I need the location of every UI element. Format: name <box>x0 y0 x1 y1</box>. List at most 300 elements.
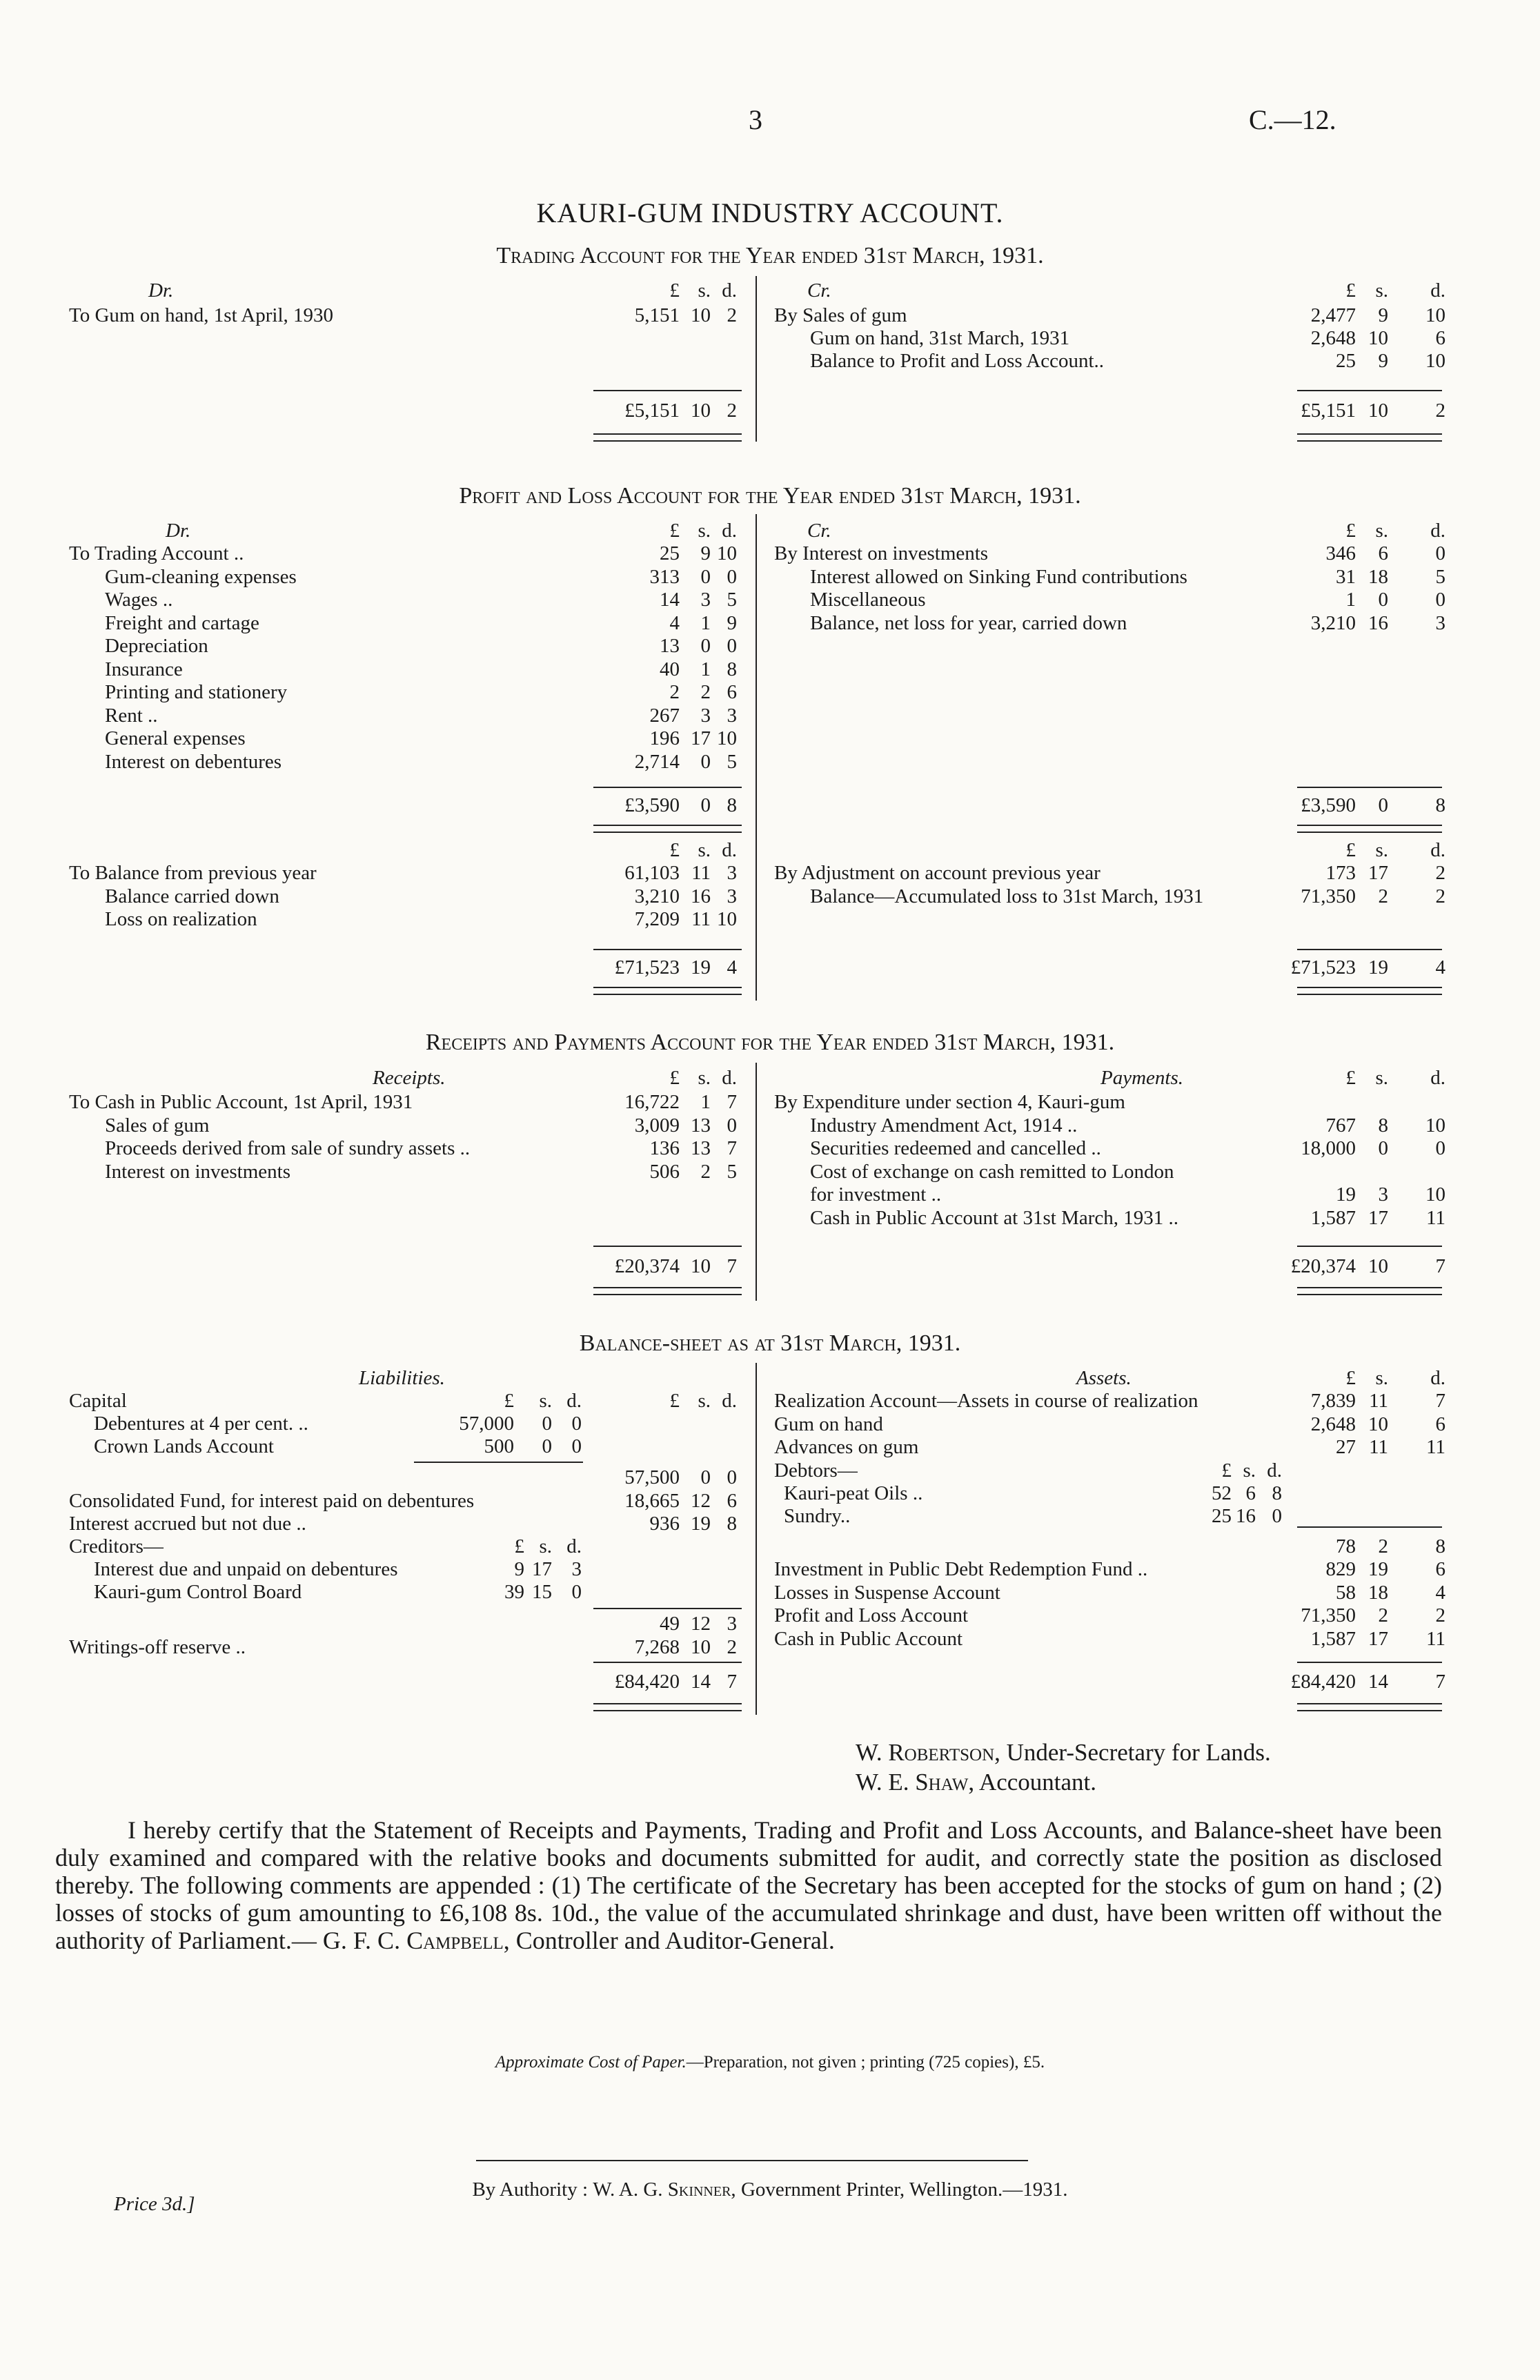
amount-pounds: £20,374 <box>1290 1255 1356 1277</box>
amount-pounds: 1,587 <box>1310 1627 1356 1650</box>
auditor-role: Controller and Auditor-General. <box>515 1927 835 1954</box>
amount-pounds: £71,523 <box>614 956 680 978</box>
amount-pence: 7 <box>1435 1390 1445 1412</box>
amount-pence: 3 <box>1435 611 1445 634</box>
row-label: Consolidated Fund, for interest paid on debentures <box>69 1490 475 1512</box>
row-label: Insurance <box>105 658 183 680</box>
amount-pence: 6 <box>1435 1558 1445 1580</box>
amount-pence: 10 <box>717 542 737 564</box>
amount-shillings: 16 <box>1368 611 1388 634</box>
ledger-row <box>0 680 1540 704</box>
row-label: Securities redeemed and cancelled .. <box>810 1137 1101 1159</box>
ledger-row <box>0 907 1540 931</box>
signature-shaw <box>856 1769 1096 1796</box>
row-label: Balance carried down <box>105 885 279 907</box>
amount-shillings: 17 <box>1368 1627 1388 1650</box>
col-head-pence: d. <box>1430 520 1445 542</box>
amount-pence: 3 <box>571 1558 582 1580</box>
amount-pounds: £20,374 <box>614 1255 680 1277</box>
printer-prefix: By Authority : <box>472 2179 589 2201</box>
double-rule <box>1297 825 1442 833</box>
ledger-row <box>0 542 1540 565</box>
amount-pence: 2 <box>727 304 737 326</box>
amount-pounds: 173 <box>1325 862 1356 884</box>
capital-label: Capital <box>69 1390 127 1412</box>
amount-shillings: 2 <box>700 681 711 703</box>
row-label: Kauri-gum Control Board <box>94 1581 302 1603</box>
double-rule <box>593 433 742 442</box>
amount-shillings: 0 <box>542 1435 552 1457</box>
row-label: Investment in Public Debt Redemption Fund .. <box>774 1558 1148 1580</box>
col-head-pence: d. <box>1430 1367 1445 1389</box>
amount-pence: 3 <box>727 1613 737 1635</box>
amount-pence: 10 <box>717 727 737 749</box>
liabilities-label: Liabilities. <box>359 1367 445 1389</box>
amount-shillings: 0 <box>1378 794 1388 816</box>
row-label: Balance to Profit and Loss Account.. <box>810 350 1105 372</box>
amount-shillings: 10 <box>1368 1413 1388 1435</box>
amount-shillings: 19 <box>1368 1558 1388 1580</box>
amount-pounds: £3,590 <box>624 794 680 816</box>
ledger-row <box>0 1581 1540 1604</box>
ledger-row <box>0 885 1540 908</box>
amount-pence: 7 <box>727 1137 737 1159</box>
col-head-shillings: s. <box>539 1390 552 1412</box>
amount-shillings: 2 <box>700 1160 711 1183</box>
total-rule <box>593 949 742 950</box>
ledger-row <box>0 1504 1540 1528</box>
amount-pounds: 58 <box>1336 1581 1356 1604</box>
double-rule <box>1297 1287 1442 1295</box>
price: Price 3d.] <box>114 2193 195 2215</box>
amount-pounds: 13 <box>660 635 680 657</box>
ledger-row <box>0 704 1540 727</box>
amount-pence: 0 <box>727 635 737 657</box>
col-head-shillings: s. <box>1243 1459 1256 1482</box>
amount-pence: 9 <box>727 611 737 634</box>
amount-pounds: 18,665 <box>624 1490 680 1512</box>
col-head-shillings: s. <box>1375 1067 1388 1089</box>
amount-pounds: 196 <box>649 727 680 749</box>
amount-shillings: 0 <box>1378 1137 1388 1159</box>
amount-shillings: 9 <box>1378 304 1388 326</box>
col-head-shillings: s. <box>698 520 711 542</box>
col-head-pounds: £ <box>1345 279 1356 302</box>
amount-pounds: 25 <box>660 542 680 564</box>
amount-pounds: 7,839 <box>1310 1390 1356 1412</box>
column-divider <box>756 1363 757 1715</box>
amount-pounds: £5,151 <box>1301 400 1356 422</box>
audit-certificate <box>55 1816 1442 1954</box>
amount-shillings: 9 <box>1378 350 1388 372</box>
amount-pounds: 4 <box>669 611 680 634</box>
amount-pence: 11 <box>1426 1436 1445 1458</box>
ledger-row <box>0 326 1540 350</box>
row-label: By Interest on investments <box>774 542 989 564</box>
amount-pounds: 57,000 <box>459 1413 514 1435</box>
total-rule <box>1297 390 1442 391</box>
amount-pence: 11 <box>1426 1627 1445 1650</box>
signature-role: Accountant. <box>978 1769 1097 1796</box>
row-label: Writings-off reserve .. <box>69 1636 246 1658</box>
amount-shillings: 0 <box>700 635 711 657</box>
amount-pence: 8 <box>727 1513 737 1535</box>
dr-label: Dr. <box>148 279 174 302</box>
signature-name: W. E. Shaw, <box>856 1769 975 1796</box>
ledger-row <box>0 1114 1540 1137</box>
double-rule <box>593 825 742 833</box>
row-label: Printing and stationery <box>105 681 288 703</box>
row-label: By Expenditure under section 4, Kauri-gum <box>774 1091 1125 1113</box>
ledger-row <box>0 1183 1540 1206</box>
row-label: Cash in Public Account at 31st March, 1931 .. <box>810 1206 1179 1229</box>
amount-pounds: 16,722 <box>624 1091 680 1113</box>
ledger-row <box>0 1482 1540 1505</box>
amount-pounds: 2,477 <box>1310 304 1356 326</box>
amount-pence: 3 <box>727 704 737 727</box>
amount-pence: 2 <box>1435 1604 1445 1626</box>
amount-pounds: 3,210 <box>1310 611 1356 634</box>
col-head-shillings: s. <box>539 1535 552 1557</box>
ledger-row <box>0 1137 1540 1160</box>
total-rule <box>1297 787 1442 788</box>
amount-pence: 0 <box>571 1581 582 1603</box>
ledger-row <box>0 1160 1540 1183</box>
col-head-pence: d. <box>566 1390 582 1412</box>
row-label: Interest on debentures <box>105 750 282 773</box>
col-head-pence: d. <box>722 839 737 861</box>
total-rule <box>1297 949 1442 950</box>
amount-pounds: 1,587 <box>1310 1206 1356 1229</box>
ledger-row <box>0 1627 1540 1651</box>
row-label: Interest accrued but not due .. <box>69 1513 306 1535</box>
amount-pence: 10 <box>717 908 737 930</box>
col-head-pence: d. <box>1430 839 1445 861</box>
ledger-row <box>0 1389 1540 1413</box>
amount-pounds: 31 <box>1336 565 1356 588</box>
pl-heading: Profit and Loss Account for the Year ended 31st March, 1931. <box>459 483 1081 509</box>
amount-pounds: 829 <box>1325 1558 1356 1580</box>
amount-pence: 8 <box>727 658 737 680</box>
doc-ref: C.—12. <box>1249 104 1336 135</box>
double-rule <box>1297 987 1442 995</box>
row-label: Proceeds derived from sale of sundry assets .. <box>105 1137 471 1159</box>
column-divider <box>756 276 757 442</box>
amount-shillings: 11 <box>1369 1390 1388 1412</box>
ledger-row <box>0 658 1540 681</box>
amount-pence: 2 <box>727 400 737 422</box>
row-label: Miscellaneous <box>810 589 926 611</box>
col-head-shillings: s. <box>1375 279 1388 302</box>
col-head-shillings: s. <box>698 279 711 302</box>
amount-shillings: 12 <box>691 1613 711 1635</box>
amount-shillings: 13 <box>691 1137 711 1159</box>
amount-shillings: 19 <box>691 1513 711 1535</box>
amount-pence: 0 <box>727 1114 737 1137</box>
amount-pence: 0 <box>727 565 737 588</box>
amount-shillings: 0 <box>700 750 711 773</box>
amount-pounds: 313 <box>649 565 680 588</box>
amount-pounds: 2,648 <box>1310 327 1356 349</box>
double-rule <box>593 987 742 995</box>
amount-pounds: 25 <box>1212 1505 1232 1527</box>
row-label: To Cash in Public Account, 1st April, 1931 <box>69 1091 413 1113</box>
amount-pounds: 14 <box>660 589 680 611</box>
amount-shillings: 3 <box>700 704 711 727</box>
amount-pence: 0 <box>571 1413 582 1435</box>
col-head-pounds: £ <box>669 1390 680 1412</box>
amount-shillings: 0 <box>700 1466 711 1488</box>
ledger-row <box>0 399 1540 422</box>
amount-pence: 5 <box>1435 565 1445 588</box>
row-label: Interest due and unpaid on debentures <box>94 1558 398 1580</box>
amount-shillings: 16 <box>691 885 711 907</box>
amount-pounds: £71,523 <box>1290 956 1356 978</box>
amount-pounds: 9 <box>514 1558 524 1580</box>
amount-shillings: 19 <box>691 956 711 978</box>
row-label: Profit and Loss Account <box>774 1604 969 1626</box>
ledger-row <box>0 794 1540 817</box>
ledger-row <box>0 634 1540 658</box>
amount-pounds: 78 <box>1336 1535 1356 1557</box>
row-label: Balance—Accumulated loss to 31st March, 1931 <box>810 885 1204 907</box>
amount-pounds: 25 <box>1336 350 1356 372</box>
assets-label: Assets. <box>1076 1367 1132 1389</box>
amount-shillings: 11 <box>691 862 711 884</box>
amount-pence: 4 <box>727 956 737 978</box>
amount-shillings: 18 <box>1368 1581 1388 1604</box>
col-head-pence: d. <box>1430 1067 1445 1089</box>
amount-shillings: 17 <box>691 727 711 749</box>
row-label: Sales of gum <box>105 1114 210 1137</box>
amount-pence: 0 <box>1435 542 1445 564</box>
row-label: Balance, net loss for year, carried down <box>810 611 1127 634</box>
amount-pounds: 61,103 <box>624 862 680 884</box>
col-head-pounds: £ <box>1345 520 1356 542</box>
amount-shillings: 1 <box>700 658 711 680</box>
row-label: Wages .. <box>105 589 173 611</box>
amount-shillings: 14 <box>1368 1671 1388 1693</box>
row-label: Advances on gum <box>774 1436 919 1458</box>
paper-cost <box>0 2053 1540 2072</box>
total-rule <box>593 390 742 391</box>
amount-pounds: 3,009 <box>634 1114 680 1137</box>
amount-pence: 6 <box>1435 1413 1445 1435</box>
paper-cost-label: Approximate Cost of Paper. <box>495 2053 687 2072</box>
column-divider <box>756 1063 757 1301</box>
amount-shillings: 17 <box>1368 862 1388 884</box>
amount-shillings: 19 <box>1368 956 1388 978</box>
amount-shillings: 10 <box>691 1255 711 1277</box>
amount-pence: 0 <box>571 1435 582 1457</box>
cr-label: Cr. <box>807 279 831 302</box>
amount-pence: 10 <box>1425 1114 1445 1137</box>
amount-shillings: 2 <box>1378 1535 1388 1557</box>
amount-pence: 7 <box>1435 1255 1445 1277</box>
row-label: Rent .. <box>105 704 158 727</box>
amount-shillings: 10 <box>691 304 711 326</box>
amount-shillings: 11 <box>1369 1436 1388 1458</box>
row-label: Realization Account—Assets in course of realization <box>774 1390 1198 1412</box>
amount-pence: 7 <box>1435 1671 1445 1693</box>
amount-pounds: 2 <box>669 681 680 703</box>
amount-pence: 5 <box>727 1160 737 1183</box>
cr-label: Cr. <box>807 520 831 542</box>
amount-pounds: 346 <box>1325 542 1356 564</box>
col-head-pounds: £ <box>669 520 680 542</box>
double-rule <box>593 1287 742 1295</box>
trading-heading: Trading Account for the Year ended 31st March, 1931. <box>496 243 1044 268</box>
ledger-row <box>0 727 1540 750</box>
amount-pounds: 52 <box>1212 1482 1232 1504</box>
amount-pounds: 2,648 <box>1310 1413 1356 1435</box>
row-label: Debentures at 4 per cent. .. <box>94 1413 308 1435</box>
amount-pence: 10 <box>1425 1183 1445 1206</box>
dr-label: Dr. <box>166 520 191 542</box>
col-head-pounds: £ <box>1221 1459 1232 1482</box>
row-label: By Sales of gum <box>774 304 907 326</box>
col-head-pence: d. <box>722 279 737 302</box>
amount-pounds: 767 <box>1325 1114 1356 1137</box>
col-head-shillings: s. <box>1375 1367 1388 1389</box>
amount-pounds: 7,209 <box>634 908 680 930</box>
row-label: To Gum on hand, 1st April, 1930 <box>69 304 334 326</box>
amount-pence: 10 <box>1425 304 1445 326</box>
total-rule <box>593 1246 742 1247</box>
amount-pounds: 936 <box>649 1513 680 1535</box>
row-label: for investment .. <box>810 1183 942 1206</box>
amount-shillings: 15 <box>532 1581 552 1603</box>
amount-pence: 0 <box>727 1466 737 1488</box>
amount-pounds: 136 <box>649 1137 680 1159</box>
row-label: By Adjustment on account previous year <box>774 862 1100 884</box>
amount-pounds: 39 <box>504 1581 524 1603</box>
amount-pounds: £5,151 <box>624 400 680 422</box>
amount-shillings: 17 <box>1368 1206 1388 1229</box>
amount-pounds: £84,420 <box>614 1671 680 1693</box>
amount-shillings: 1 <box>700 611 711 634</box>
row-label: Interest allowed on Sinking Fund contributions <box>810 565 1187 588</box>
amount-pence: 3 <box>727 862 737 884</box>
col-head-shillings: s. <box>698 839 711 861</box>
double-rule <box>593 1703 742 1711</box>
page-number: 3 <box>749 104 762 135</box>
row-label: Cash in Public Account <box>774 1627 963 1650</box>
amount-pence: 7 <box>727 1255 737 1277</box>
col-head-pence: d. <box>722 520 737 542</box>
row-label: Crown Lands Account <box>94 1435 274 1457</box>
amount-pence: 8 <box>1435 794 1445 816</box>
row-label: Cost of exchange on cash remitted to London <box>810 1160 1174 1183</box>
col-head-pence: d. <box>722 1067 737 1089</box>
amount-shillings: 6 <box>1378 542 1388 564</box>
ledger-row <box>0 1535 1540 1558</box>
col-head-pounds: £ <box>669 1067 680 1089</box>
printer-name: W. A. G. Skinner, <box>593 2179 736 2201</box>
row-label: To Balance from previous year <box>69 862 317 884</box>
amount-shillings: 11 <box>691 908 711 930</box>
ledger-row <box>0 304 1540 327</box>
row-label: General expenses <box>105 727 246 749</box>
debtors-label: Debtors— <box>774 1459 858 1482</box>
row-label: Sundry.. <box>784 1505 851 1527</box>
auditor-name: G. F. C. Campbell, <box>322 1927 510 1954</box>
amount-pence: 5 <box>727 750 737 773</box>
amount-pence: 2 <box>1435 400 1445 422</box>
ledger-row <box>0 1090 1540 1114</box>
amount-shillings: 0 <box>700 794 711 816</box>
paper-cost-text: —Preparation, not given ; printing (725 copies), £5. <box>686 2053 1045 2072</box>
amount-pounds: 506 <box>649 1160 680 1183</box>
amount-pounds: 71,350 <box>1301 885 1356 907</box>
payments-label: Payments. <box>1100 1067 1183 1089</box>
col-head-pence: d. <box>722 1390 737 1412</box>
ledger-row <box>0 1670 1540 1693</box>
amount-pence: 4 <box>1435 956 1445 978</box>
col-head-pence: d. <box>1430 279 1445 302</box>
amount-pounds: 2,714 <box>634 750 680 773</box>
amount-pence: 8 <box>1272 1482 1282 1504</box>
amount-shillings: 13 <box>691 1114 711 1137</box>
col-head-pounds: £ <box>669 839 680 861</box>
total-rule <box>593 1662 742 1663</box>
ledger-row <box>0 956 1540 979</box>
amount-pounds: 5,151 <box>634 304 680 326</box>
amount-shillings: 9 <box>700 542 711 564</box>
row-label: Loss on realization <box>105 908 257 930</box>
ledger-row <box>0 861 1540 885</box>
amount-shillings: 10 <box>1368 1255 1388 1277</box>
amount-pounds: 40 <box>660 658 680 680</box>
col-head-pence: d. <box>566 1535 582 1557</box>
printer-suffix: Government Printer, Wellington.—1931. <box>740 2179 1068 2201</box>
amount-pence: 0 <box>1272 1505 1282 1527</box>
amount-shillings: 10 <box>691 1636 711 1658</box>
amount-pence: 2 <box>1435 862 1445 884</box>
ledger-row <box>0 611 1540 635</box>
amount-pence: 6 <box>1435 327 1445 349</box>
total-rule <box>1297 1246 1442 1247</box>
row-label: Interest on investments <box>105 1160 291 1183</box>
amount-pounds: 7,268 <box>634 1636 680 1658</box>
amount-pounds: 71,350 <box>1301 1604 1356 1626</box>
total-rule <box>1297 1662 1442 1663</box>
printer-line <box>0 2179 1540 2201</box>
amount-shillings: 3 <box>700 589 711 611</box>
document-title: KAURI-GUM INDUSTRY ACCOUNT. <box>536 197 1004 228</box>
ledger-row <box>0 1557 1540 1581</box>
double-rule <box>1297 1703 1442 1711</box>
col-head-shillings: s. <box>698 1390 711 1412</box>
amount-shillings: 0 <box>700 565 711 588</box>
ledger-row <box>0 1206 1540 1230</box>
footer-rule <box>476 2160 1028 2161</box>
amount-pence: 6 <box>727 1490 737 1512</box>
subtotal-rule <box>414 1462 583 1463</box>
amount-pounds: 57,500 <box>624 1466 680 1488</box>
total-rule <box>593 787 742 788</box>
row-label: Industry Amendment Act, 1914 .. <box>810 1114 1078 1137</box>
amount-pence: 6 <box>727 681 737 703</box>
col-head-pounds: £ <box>514 1535 524 1557</box>
amount-shillings: 3 <box>1378 1183 1388 1206</box>
amount-shillings: 12 <box>691 1490 711 1512</box>
ledger-row <box>0 1413 1540 1436</box>
amount-shillings: 0 <box>1378 589 1388 611</box>
ledger-row <box>0 1255 1540 1278</box>
signature-name: W. Robertson, <box>856 1739 1000 1766</box>
amount-shillings: 0 <box>542 1413 552 1435</box>
